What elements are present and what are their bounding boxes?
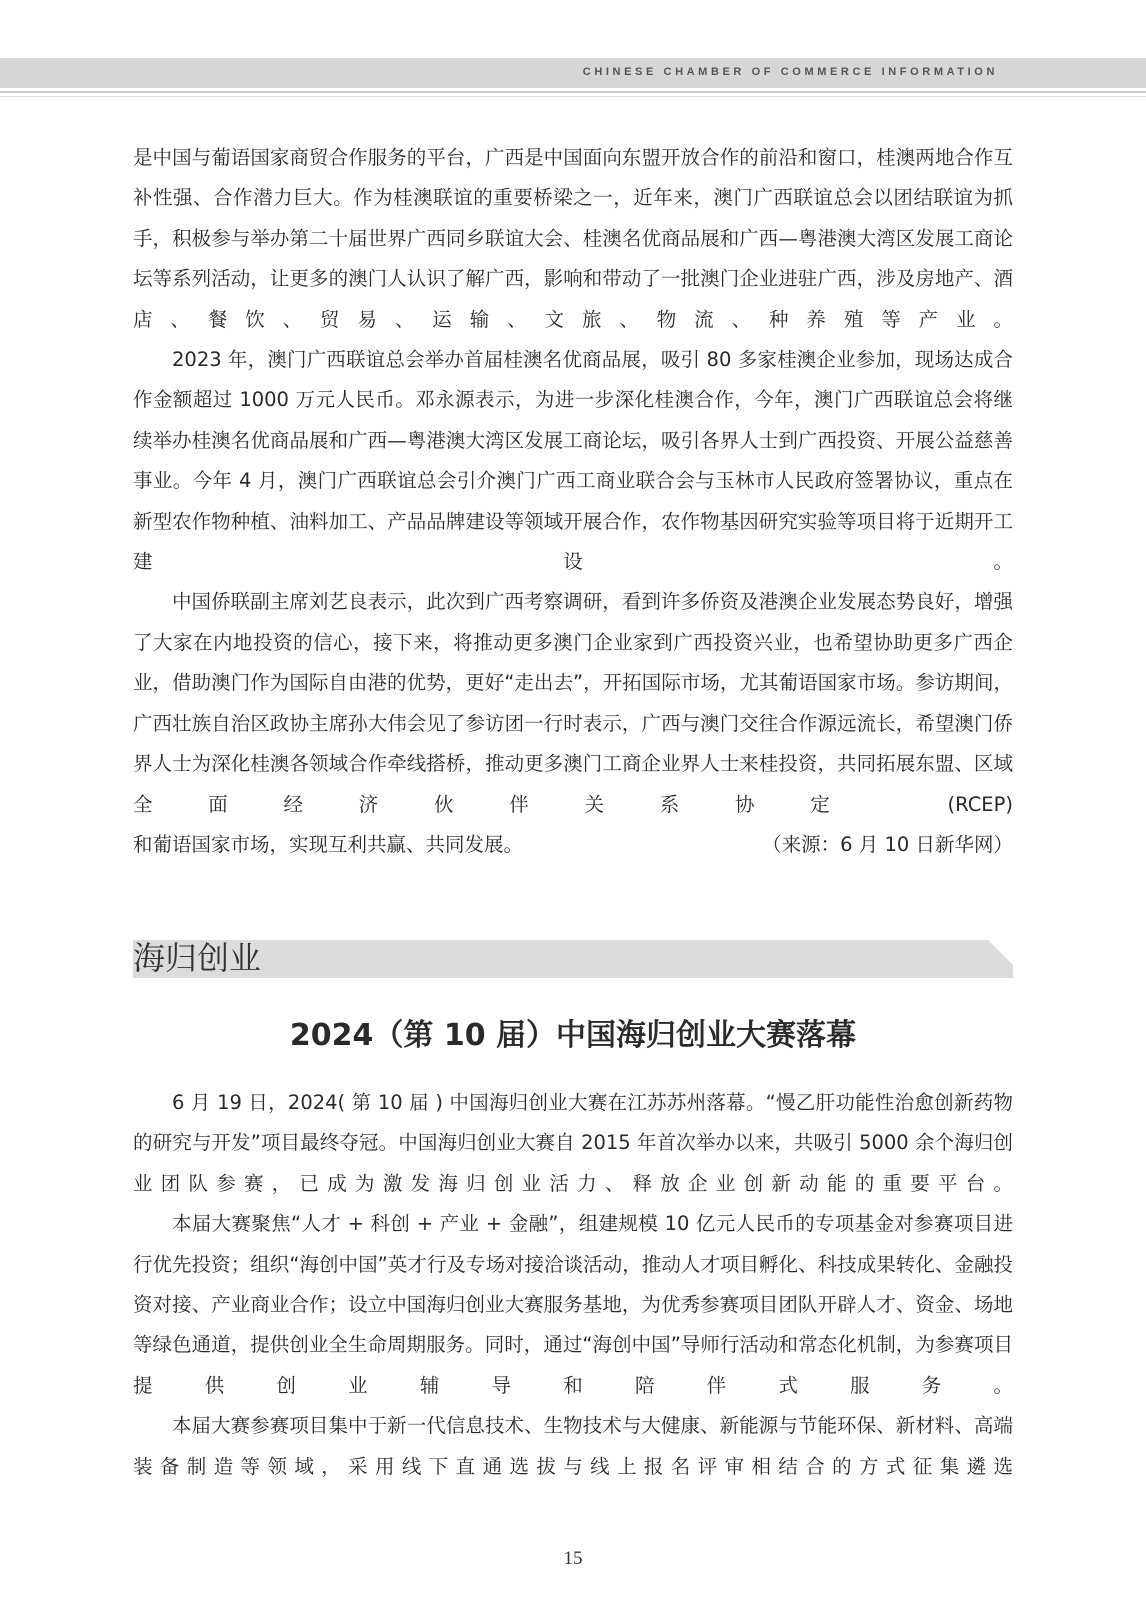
running-header: CHINESE CHAMBER OF COMMERCE INFORMATION: [582, 66, 998, 78]
page-number: 15: [563, 1548, 583, 1569]
paragraph: 中国侨联副主席刘艺良表示，此次到广西考察调研，看到许多侨资及港澳企业发展态势良好，增强了大家在内地投资的信心，接下来，将推动更多澳门企业家到广西投资兴业，也希望协助更多广西企业，借助澳门作为国际自由港的优势，更好“走出去”，开拓国际市场，尤其葡语国家市场。参访期间，广西壮族自治区政协主席孙大伟会见了参访团一行时表示，广西与澳门交往合作源远流长，希望澳门侨界人士为深化桂澳各领域合作牵线搭桥，推动更多澳门工商企业界人士来桂投资，共同拓展东盟、区域全面经济伙伴关系协定 (RCEP): [133, 590, 1013, 816]
paragraph: 6 月 19 日，2024( 第 10 届 ) 中国海归创业大赛在江苏苏州落幕。“慢乙肝功能性治愈创新药物的研究与开发”项目最终夺冠。中国海归创业大赛自 2015 年首次举办以来，共吸引 5000 余个海归创业团队参赛，已成为激发海归创业活力、释放企业创新动能的重要平台。: [133, 1091, 1013, 1195]
paragraph: 本届大赛聚焦“人才 + 科创 + 产业 + 金融”，组建规模 10 亿元人民币的专项基金对参赛项目进行优先投资；组织“海创中国”英才行及专场对接洽谈活动，推动人才项目孵化、科技成果转化、金融投资对接、产业商业合作；设立中国海归创业大赛服务基地，为优秀参赛项目团队开辟人才、资金、场地等绿色通道，提供创业全生命周期服务。同时，通过“海创中国”导师行活动和常态化机制，为参赛项目提供创业辅导和陪伴式服务。: [133, 1212, 1013, 1397]
article-title: 2024（第 10 届）中国海归创业大赛落幕: [289, 1018, 857, 1053]
paragraph: 本届大赛参赛项目集中于新一代信息技术、生物技术与大健康、新能源与节能环保、新材料、高端装备制造等领域，采用线下直通选拔与线上报名评审相结合的方式征集遴选: [133, 1414, 1013, 1478]
section-bar: [133, 940, 1013, 978]
paragraph: 是中国与葡语国家商贸合作服务的平台，广西是中国面向东盟开放合作的前沿和窗口，桂澳两地合作互补性强、合作潜力巨大。作为桂澳联谊的重要桥梁之一，近年来，澳门广西联谊总会以团结联谊为抓手，积极参与举办第二十届世界广西同乡联谊大会、桂澳名优商品展和广西—粤港澳大湾区发展工商论坛等系列活动，让更多的澳门人认识了解广西，影响和带动了一批澳门企业进驻广西，涉及房地产、酒店、餐饮、贸易、运输、文旅、物流、种养殖等产业。: [133, 146, 1013, 331]
source-citation: （来源：6 月 10 日新华网）: [762, 832, 1013, 856]
closing-text: 和葡语国家市场，实现互利共赢、共同发展。: [133, 832, 524, 856]
header-divider-thin: [0, 96, 1146, 97]
section-title: 海归创业: [133, 939, 262, 977]
header-divider: [0, 91, 1146, 93]
paragraph: 2023 年，澳门广西联谊总会举办首届桂澳名优商品展，吸引 80 多家桂澳企业参加，现场达成合作金额超过 1000 万元人民币。邓永源表示，为进一步深化桂澳合作，今年，澳门广西联谊总会将继续举办桂澳名优商品展和广西—粤港澳大湾区发展工商论坛，吸引各界人士到广西投资、开展公益慈善事业。今年 4 月，澳门广西联谊总会引介澳门广西工商业联合会与玉林市人民政府签署协议，重点在新型农作物种植、油料加工、产品品牌建设等领域开展合作，农作物基因研究实验等项目将于近期开工建设。: [133, 348, 1013, 574]
closing-line: [133, 825, 1013, 865]
article-1-body: [133, 138, 1013, 865]
article-2-body: [133, 1083, 1013, 1487]
